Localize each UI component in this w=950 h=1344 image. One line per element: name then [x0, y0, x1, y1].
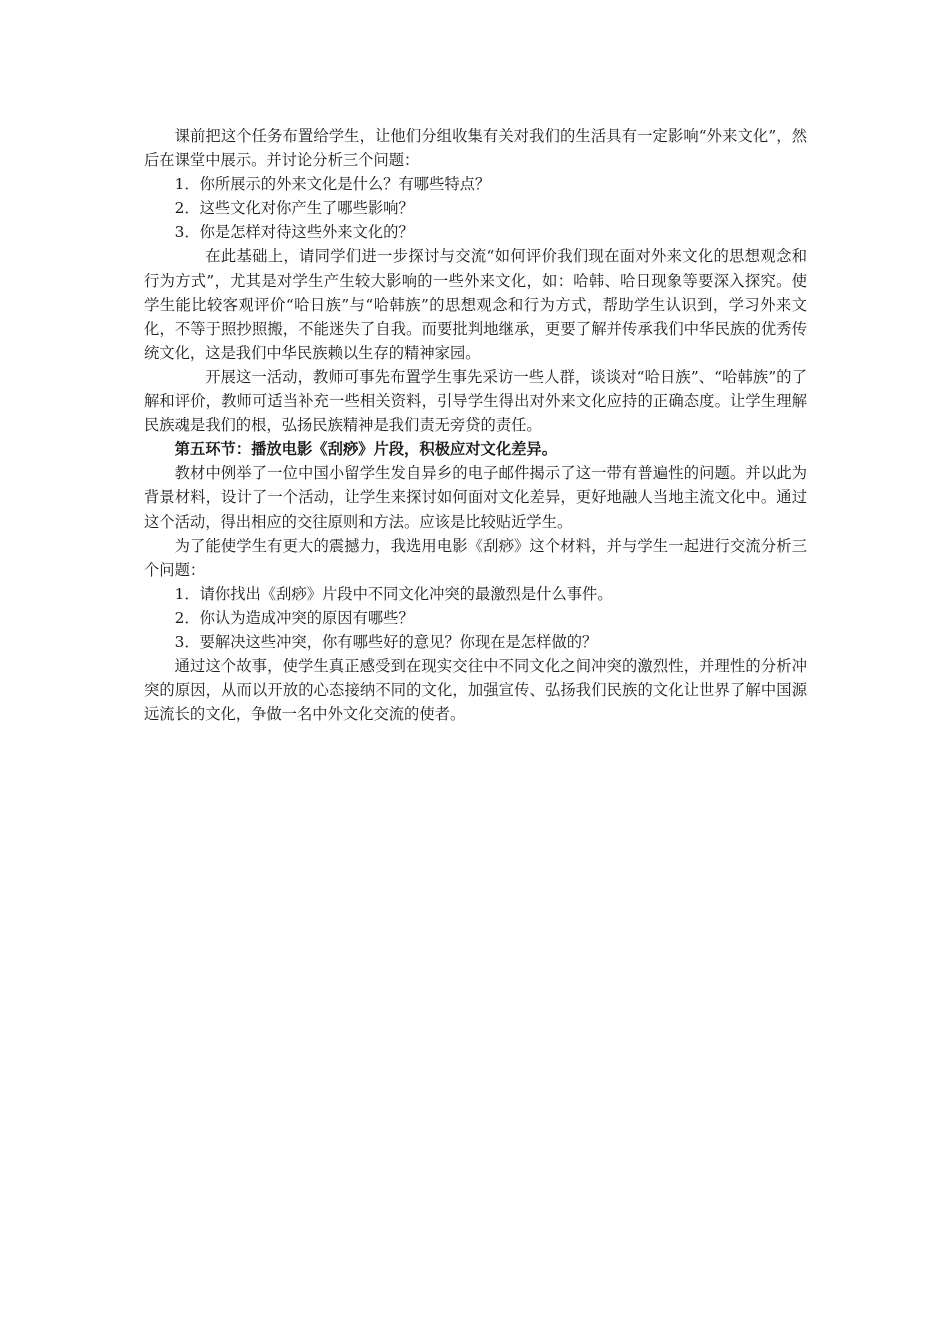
question-1: 1．你所展示的外来文化是什么？有哪些特点？	[174, 175, 491, 194]
movie-question-1: 1．请你找出《刮痧》片段中不同文化冲突的最激烈是什么事件。	[174, 584, 613, 603]
question-2: 2．这些文化对你产生了哪些影响？	[174, 199, 414, 218]
paragraph-conclusion: 通过这个故事，使学生真正感受到在现实交往中不同文化之间冲突的激烈性，并理性的分析冲突的原因，从而以开放的心态接纳不同的文化，加强宣传、弘扬我们民族的文化让世界了解中国源远流长的文化，争做一名中外文化交流的使者。	[144, 657, 807, 724]
movie-question-3: 3．要解决这些冲突，你有哪些好的意见？你现在是怎样做的？	[174, 632, 598, 651]
paragraph-movie: 为了能使学生有更大的震撼力，我选用电影《刮痧》这个材料，并与学生一起进行交流分析三个问题：	[144, 536, 807, 579]
paragraph-textbook: 教材中例举了一位中国小留学生发自异乡的电子邮件揭示了这一带有普遍性的问题。并以此为背景材料，设计了一个活动，让学生来探讨如何面对文化差异，更好地融人当地主流文化中。通过这个活动，得出相应的交往原则和方法。应该是比较贴近学生。	[144, 464, 807, 531]
paragraph-intro: 课前把这个任务布置给学生，让他们分组收集有关对我们的生活具有一定影响“外来文化”，然后在课堂中展示。并讨论分析三个问题：	[144, 127, 807, 170]
paragraph-activity: 开展这一活动，教师可事先布置学生事先采访一些人群，谈谈对“哈日族”、“哈韩族”的了解和评价，教师可适当补充一些相关资料，引导学生得出对外来文化应持的正确态度。让学生理解民族魂是我们的根，弘扬民族精神是我们责无旁贷的责任。	[144, 367, 807, 435]
document-body	[144, 124, 807, 726]
paragraph-discussion: 在此基础上，请同学们进一步探讨与交流“如何评价我们现在面对外来文化的思想观念和行为方式”，尤其是对学生产生较大影响的一些外来文化，如：哈韩、哈日现象等要深入探究。使学生能比较客观评价“哈日族”与“哈韩族”的思想观念和行为方式，帮助学生认识到，学习外来文化，不等于照抄照搬，不能迷失了自我。而要批判地继承，更要了解并传承我们中华民族的优秀传统文化，这是我们中华民族赖以生存的精神家园。	[144, 247, 807, 362]
movie-question-2: 2．你认为造成冲突的原因有哪些？	[174, 608, 414, 627]
question-3: 3．你是怎样对待这些外来文化的？	[174, 223, 414, 242]
section-heading: 第五环节：播放电影《刮痧》片段，积极应对文化差异。	[174, 440, 558, 459]
